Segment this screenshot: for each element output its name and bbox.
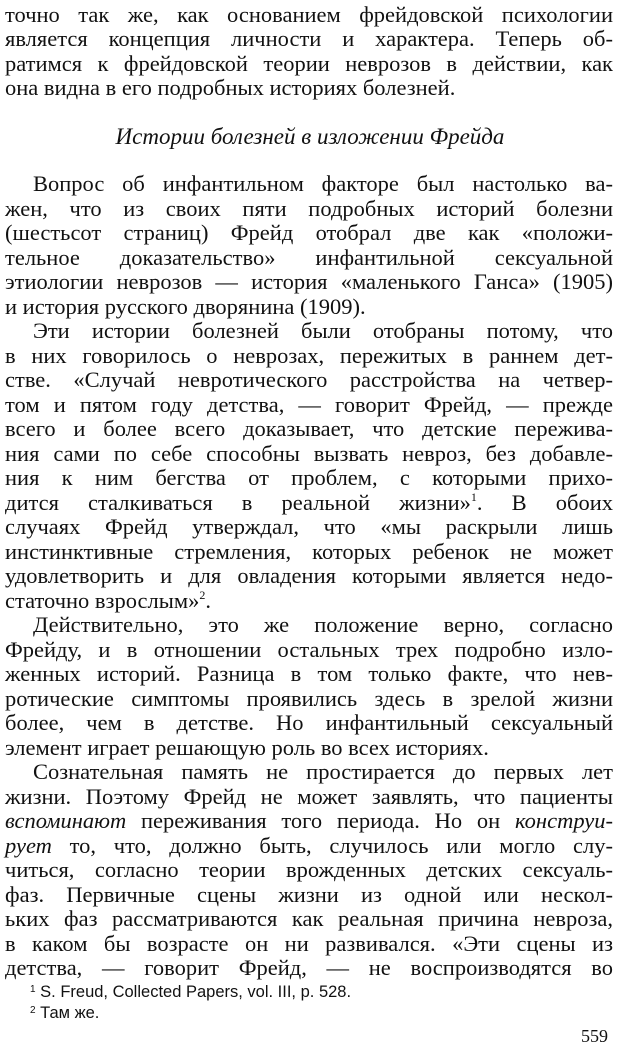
text-line: жен, что из своих пяти подробных историй болезни (5, 196, 613, 221)
text-line: женных историй. Разница в том только факте, что нев- (5, 661, 613, 686)
text-line: Фрейду, и в отношении остальных трех подробно изло- (5, 637, 613, 662)
text-fragment: . (205, 588, 211, 613)
text-line: том и пятом году детства, — говорит Фрейд, — прежде (5, 392, 613, 417)
text-line: стве. «Случай невротического расстройства на четвер- (5, 367, 613, 392)
text-line: случаях Фрейд утверждал, что «мы раскрыли лишь (5, 514, 613, 539)
footnote-ref: 2 (199, 588, 206, 602)
text-line: читься, согласно теории врожденных детских сексуаль- (5, 857, 613, 882)
text-line: ьких фаз рассматриваются как реальная причина невроза, (5, 906, 613, 931)
text-line: ния к ним бегства от проблем, с которыми прихо- (5, 465, 613, 490)
section-heading: Истории болезней в изложении Фрейда (115, 124, 505, 149)
text-line: ния сами по себе способны вызвать невроз, без добавле- (5, 441, 613, 466)
text-line: детства, — говорит Фрейд, — не воспроизводятся во (5, 955, 613, 980)
text-line: тельное доказательство» инфантильной сексуальной (5, 245, 613, 270)
text-line: она видна в его подробных историях болезней. (5, 75, 456, 100)
footnote-text: S. Freud, Collected Papers, vol. III, p. 528. (35, 983, 352, 1001)
text-line: инстинктивные стремления, которых ребенок не может (5, 539, 613, 564)
text-line: Сознательная память не простирается до первых лет (33, 759, 613, 784)
text-line: в каком бы возрасте он ни развивался. «Эти сцены из (5, 931, 613, 956)
text-line: и история русского дворянина (1909). (5, 294, 366, 319)
text-fragment: то, что, должно быть, случилось или могло слу- (51, 833, 613, 858)
text-line: ратимся к фрейдовской теории неврозов в действии, как (5, 51, 613, 76)
text-line: всего и более всего доказывает, что детские пережива- (5, 416, 613, 441)
text-line: Действительно, это же положение верно, согласно (33, 612, 613, 637)
text-line: удовлетворить и для овладения которыми является недо- (5, 563, 613, 588)
footnote-text: Там же. (35, 1004, 100, 1022)
italic-fragment: вспоминают (5, 808, 127, 833)
footnote-number: 1 (30, 984, 36, 995)
text-line: жизни. Поэтому Фрейд не может заявлять, что пациенты (5, 784, 613, 809)
footnote (30, 1002, 590, 1024)
text-line: является концепция личности и характера. Теперь об- (5, 26, 613, 51)
text-line: Вопрос об инфантильном факторе был настолько ва- (33, 171, 613, 196)
text-fragment: дится сталкиваться в реальной жизни» (5, 490, 471, 515)
page-number: 559 (581, 1026, 608, 1046)
text-line: более, чем в детстве. Но инфантильный сексуальный (5, 710, 613, 735)
text-fragment: . В обоих (476, 490, 613, 515)
text-fragment: переживания того периода. Но он (126, 808, 515, 833)
text-line: этиологии неврозов — история «маленького Ганса» (1905) (5, 269, 613, 294)
text-line: в них говорилось о неврозах, пережитых в раннем дет- (5, 343, 613, 368)
footnote-ref: 1 (470, 490, 477, 504)
text-line: (шестьсот страниц) Фрейд отобрал две как «положи- (5, 220, 613, 245)
footnote (30, 981, 590, 1003)
text-fragment: статочно взрослым» (5, 588, 200, 613)
text-line: точно так же, как основанием фрейдовской психологии (5, 2, 613, 27)
text-line: ротические симптомы проявились здесь в зрелой жизни (5, 686, 613, 711)
text-line: фаз. Первичные сцены жизни из одной или нескол- (5, 882, 613, 907)
italic-fragment: конструи- (515, 808, 613, 833)
text-line: элемент играет решающую роль во всех историях. (5, 735, 489, 760)
text-line: Эти истории болезней были отобраны потому, что (33, 318, 613, 343)
italic-fragment: рует (5, 833, 52, 858)
footnote-number: 2 (30, 1005, 36, 1016)
